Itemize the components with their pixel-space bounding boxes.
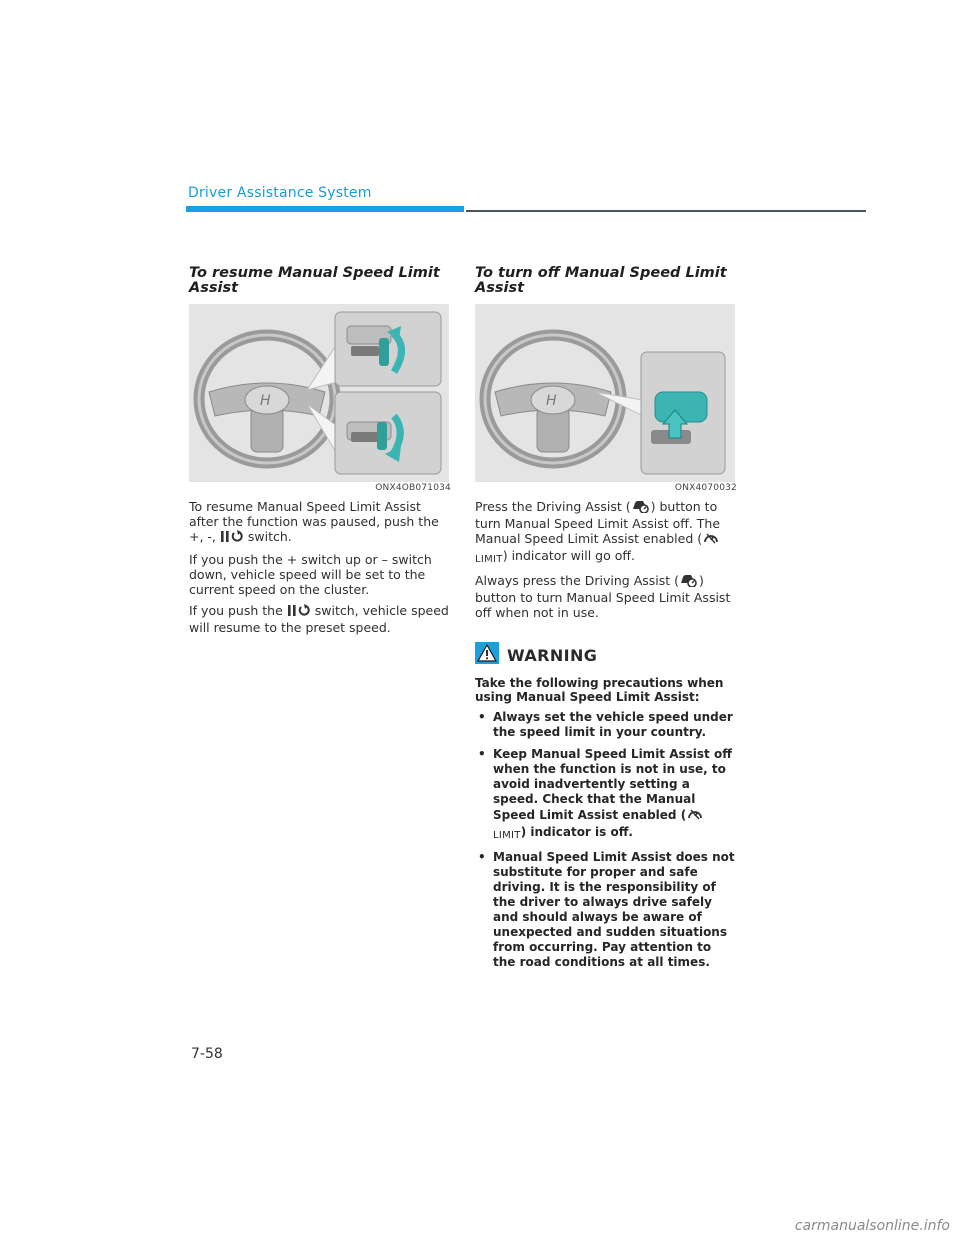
resume-paragraph-3: If you push the switch, vehicle speed will resume to the preset speed. <box>189 603 449 635</box>
figure-code: ONX4OB071034 <box>375 483 451 493</box>
warning-triangle-icon <box>475 642 499 668</box>
left-column <box>189 266 451 635</box>
driving-assist-icon <box>631 499 651 516</box>
page-number: 7-58 <box>191 1046 223 1062</box>
warning-header <box>475 642 737 668</box>
limit-label: LIMIT <box>493 830 521 841</box>
section-title: Driver Assistance System <box>188 185 372 201</box>
limit-label: LIMIT <box>475 554 503 565</box>
driving-assist-icon <box>679 573 699 590</box>
resume-heading: To resume Manual Speed Limit Assist <box>189 265 440 296</box>
svg-text:H: H <box>546 393 557 409</box>
steering-wheel-figure-resume <box>189 304 449 482</box>
turn-off-paragraph-2: Always press the Driving Assist ( ) button to turn Manual Speed Limit Assist off when not in use. <box>475 573 731 620</box>
steering-wheel-illustration <box>475 304 735 482</box>
turn-off-heading: To turn off Manual Speed Limit Assist <box>475 265 727 296</box>
header-accent-bar <box>186 206 464 212</box>
resume-paragraph-2: If you push the + switch up or – switch down, vehicle speed will be set to the current speed on the cluster. <box>189 552 432 597</box>
pause-resume-switch-icon <box>287 604 311 620</box>
resume-paragraph-1: To resume Manual Speed Limit Assist after the function was paused, push the +, -, switch. <box>189 499 439 544</box>
warning-title: WARNING <box>507 645 598 665</box>
list-item: • Always set the vehicle speed under the speed limit in your country. <box>475 710 737 740</box>
warning-intro: Take the following precautions when using Manual Speed Limit Assist: <box>475 676 724 704</box>
list-item: • Keep Manual Speed Limit Assist off when the function is not in use, to avoid inadvertently setting a speed. Check that the Manual Speed Limit Assist enabled (LIMIT) indicator is off. <box>475 747 737 843</box>
speed-limit-indicator-icon <box>686 807 704 825</box>
steering-wheel-illustration <box>189 304 449 482</box>
warning-list <box>475 710 737 970</box>
turn-off-paragraph-1: Press the Driving Assist ( ) button to turn Manual Speed Limit Assist off. The Manual Speed Limit Assist enabled (LIMIT) indicator will go off. <box>475 499 721 565</box>
right-column <box>475 266 737 977</box>
svg-text:H: H <box>260 393 271 409</box>
watermark: carmanualsonline.info <box>794 1218 950 1234</box>
pause-resume-switch-icon <box>220 530 244 546</box>
steering-wheel-figure-off <box>475 304 735 482</box>
list-item: • Manual Speed Limit Assist does not substitute for proper and safe driving. It is the responsibility of the driver to always drive safely and should always be aware of unexpected and sudden situations from occurring. Pay attention to the road conditions at all times. <box>475 850 737 970</box>
figure-code: ONX4070032 <box>674 483 737 493</box>
header-rule <box>466 210 866 212</box>
speed-limit-indicator-icon <box>702 531 720 548</box>
